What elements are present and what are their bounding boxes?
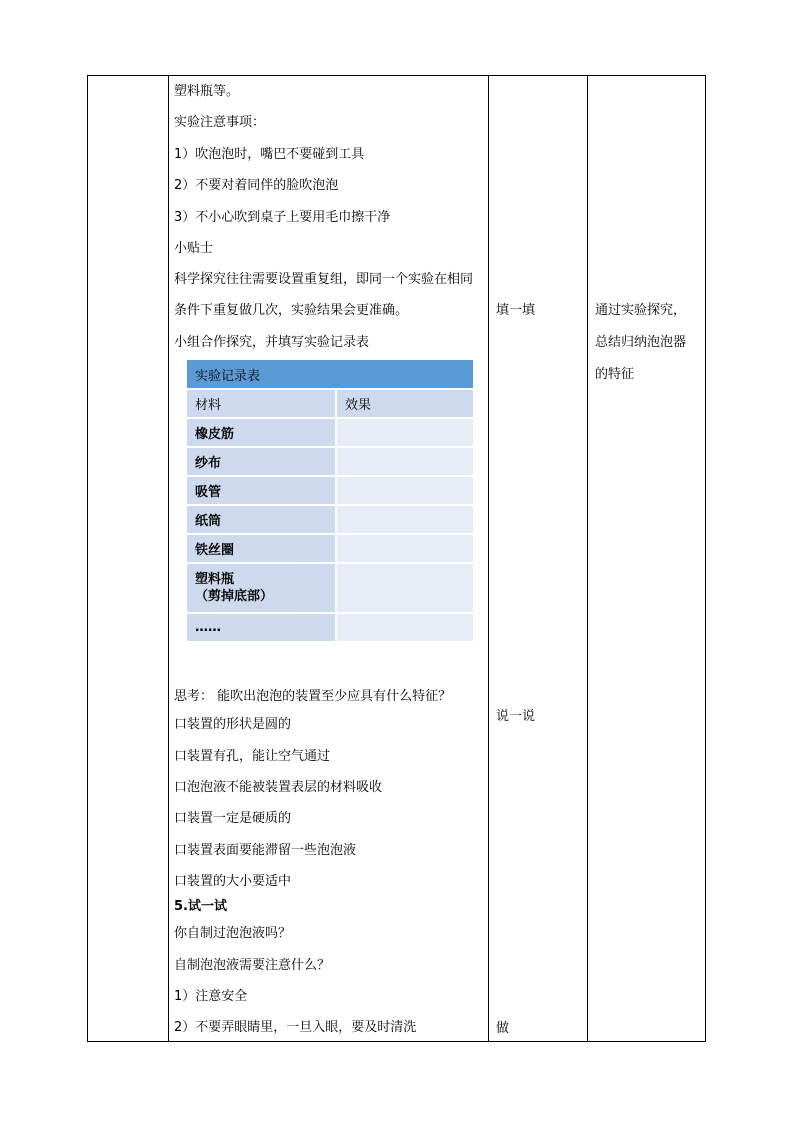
tips-text: 科学探究往往需要设置重复组，即同一个实验在相同 (174, 272, 474, 287)
material-cell: 铁丝圈 (186, 534, 336, 563)
table-row (186, 534, 474, 563)
intent-line: 通过实验探究， (595, 303, 687, 318)
text-line: 你自制过泡泡液吗？ (174, 926, 292, 941)
column-divider (488, 76, 489, 1041)
material-note: （剪掉底部） (195, 589, 274, 604)
activity-say: 说一说 (496, 709, 536, 724)
section-heading: 5.试一试 (174, 899, 227, 914)
intent-line: 的特征 (595, 367, 635, 382)
effect-cell[interactable] (336, 563, 474, 613)
checkbox-option[interactable]: 口泡泡液不能被装置表层的材料吸收 (174, 780, 383, 795)
effect-cell[interactable] (336, 505, 474, 534)
material-cell: 橡皮筋 (186, 418, 336, 447)
column-header-material: 材料 (186, 389, 336, 418)
material-cell: 吸管 (186, 476, 336, 505)
effect-cell[interactable] (336, 418, 474, 447)
checkbox-option[interactable]: 口装置的形状是圆的 (174, 717, 292, 732)
think-question: 思考： 能吹出泡泡的装置至少应具有什么特征？ (174, 689, 452, 704)
text-line: 自制泡泡液需要注意什么？ (174, 958, 331, 973)
precautions-heading: 实验注意事项： (174, 115, 266, 130)
activity-do: 做 (496, 1021, 510, 1036)
intent-line: 总结归纳泡泡器 (595, 335, 687, 350)
effect-cell[interactable] (336, 447, 474, 476)
effect-cell[interactable] (336, 476, 474, 505)
checkbox-option[interactable]: 口装置一定是硬质的 (174, 811, 292, 826)
precaution-item: 1）吹泡泡时，嘴巴不要碰到工具 (174, 147, 365, 162)
precaution-item: 2）不要对着同伴的脸吹泡泡 (174, 178, 339, 193)
column-divider (168, 76, 169, 1041)
checkbox-option[interactable]: 口装置的大小要适中 (174, 874, 292, 889)
activity-fill: 填一填 (496, 303, 536, 318)
group-task-text: 小组合作探究，并填写实验记录表 (174, 335, 370, 350)
material-cell: 纱布 (186, 447, 336, 476)
table-row (186, 563, 474, 613)
column-header-effect: 效果 (336, 389, 474, 418)
text-line: 2）不要弄眼睛里，一旦入眼，要及时清洗 (174, 1020, 417, 1035)
table-row (186, 418, 474, 447)
table-row (186, 476, 474, 505)
experiment-record-table (185, 358, 475, 643)
table-row (186, 447, 474, 476)
effect-cell[interactable] (336, 534, 474, 563)
text-line: 1）注意安全 (174, 989, 248, 1004)
tips-text: 条件下重复做几次，实验结果会更准确。 (174, 303, 409, 318)
text-line: 塑料瓶等。 (174, 84, 240, 99)
table-row (186, 613, 474, 642)
effect-cell[interactable] (336, 613, 474, 642)
checkbox-option[interactable]: 口装置有孔，能让空气通过 (174, 749, 331, 764)
table-row (186, 505, 474, 534)
material-cell: …… (186, 613, 336, 642)
precaution-item: 3）不小心吹到桌子上要用毛巾擦干净 (174, 210, 391, 225)
material-name: 塑料瓶 (195, 572, 235, 587)
column-divider (587, 76, 588, 1041)
tips-heading: 小贴士 (174, 241, 214, 256)
table-caption: 实验记录表 (186, 359, 474, 389)
checkbox-option[interactable]: 口装置表面要能滞留一些泡泡液 (174, 843, 357, 858)
material-cell: 纸筒 (186, 505, 336, 534)
material-cell (186, 563, 336, 613)
